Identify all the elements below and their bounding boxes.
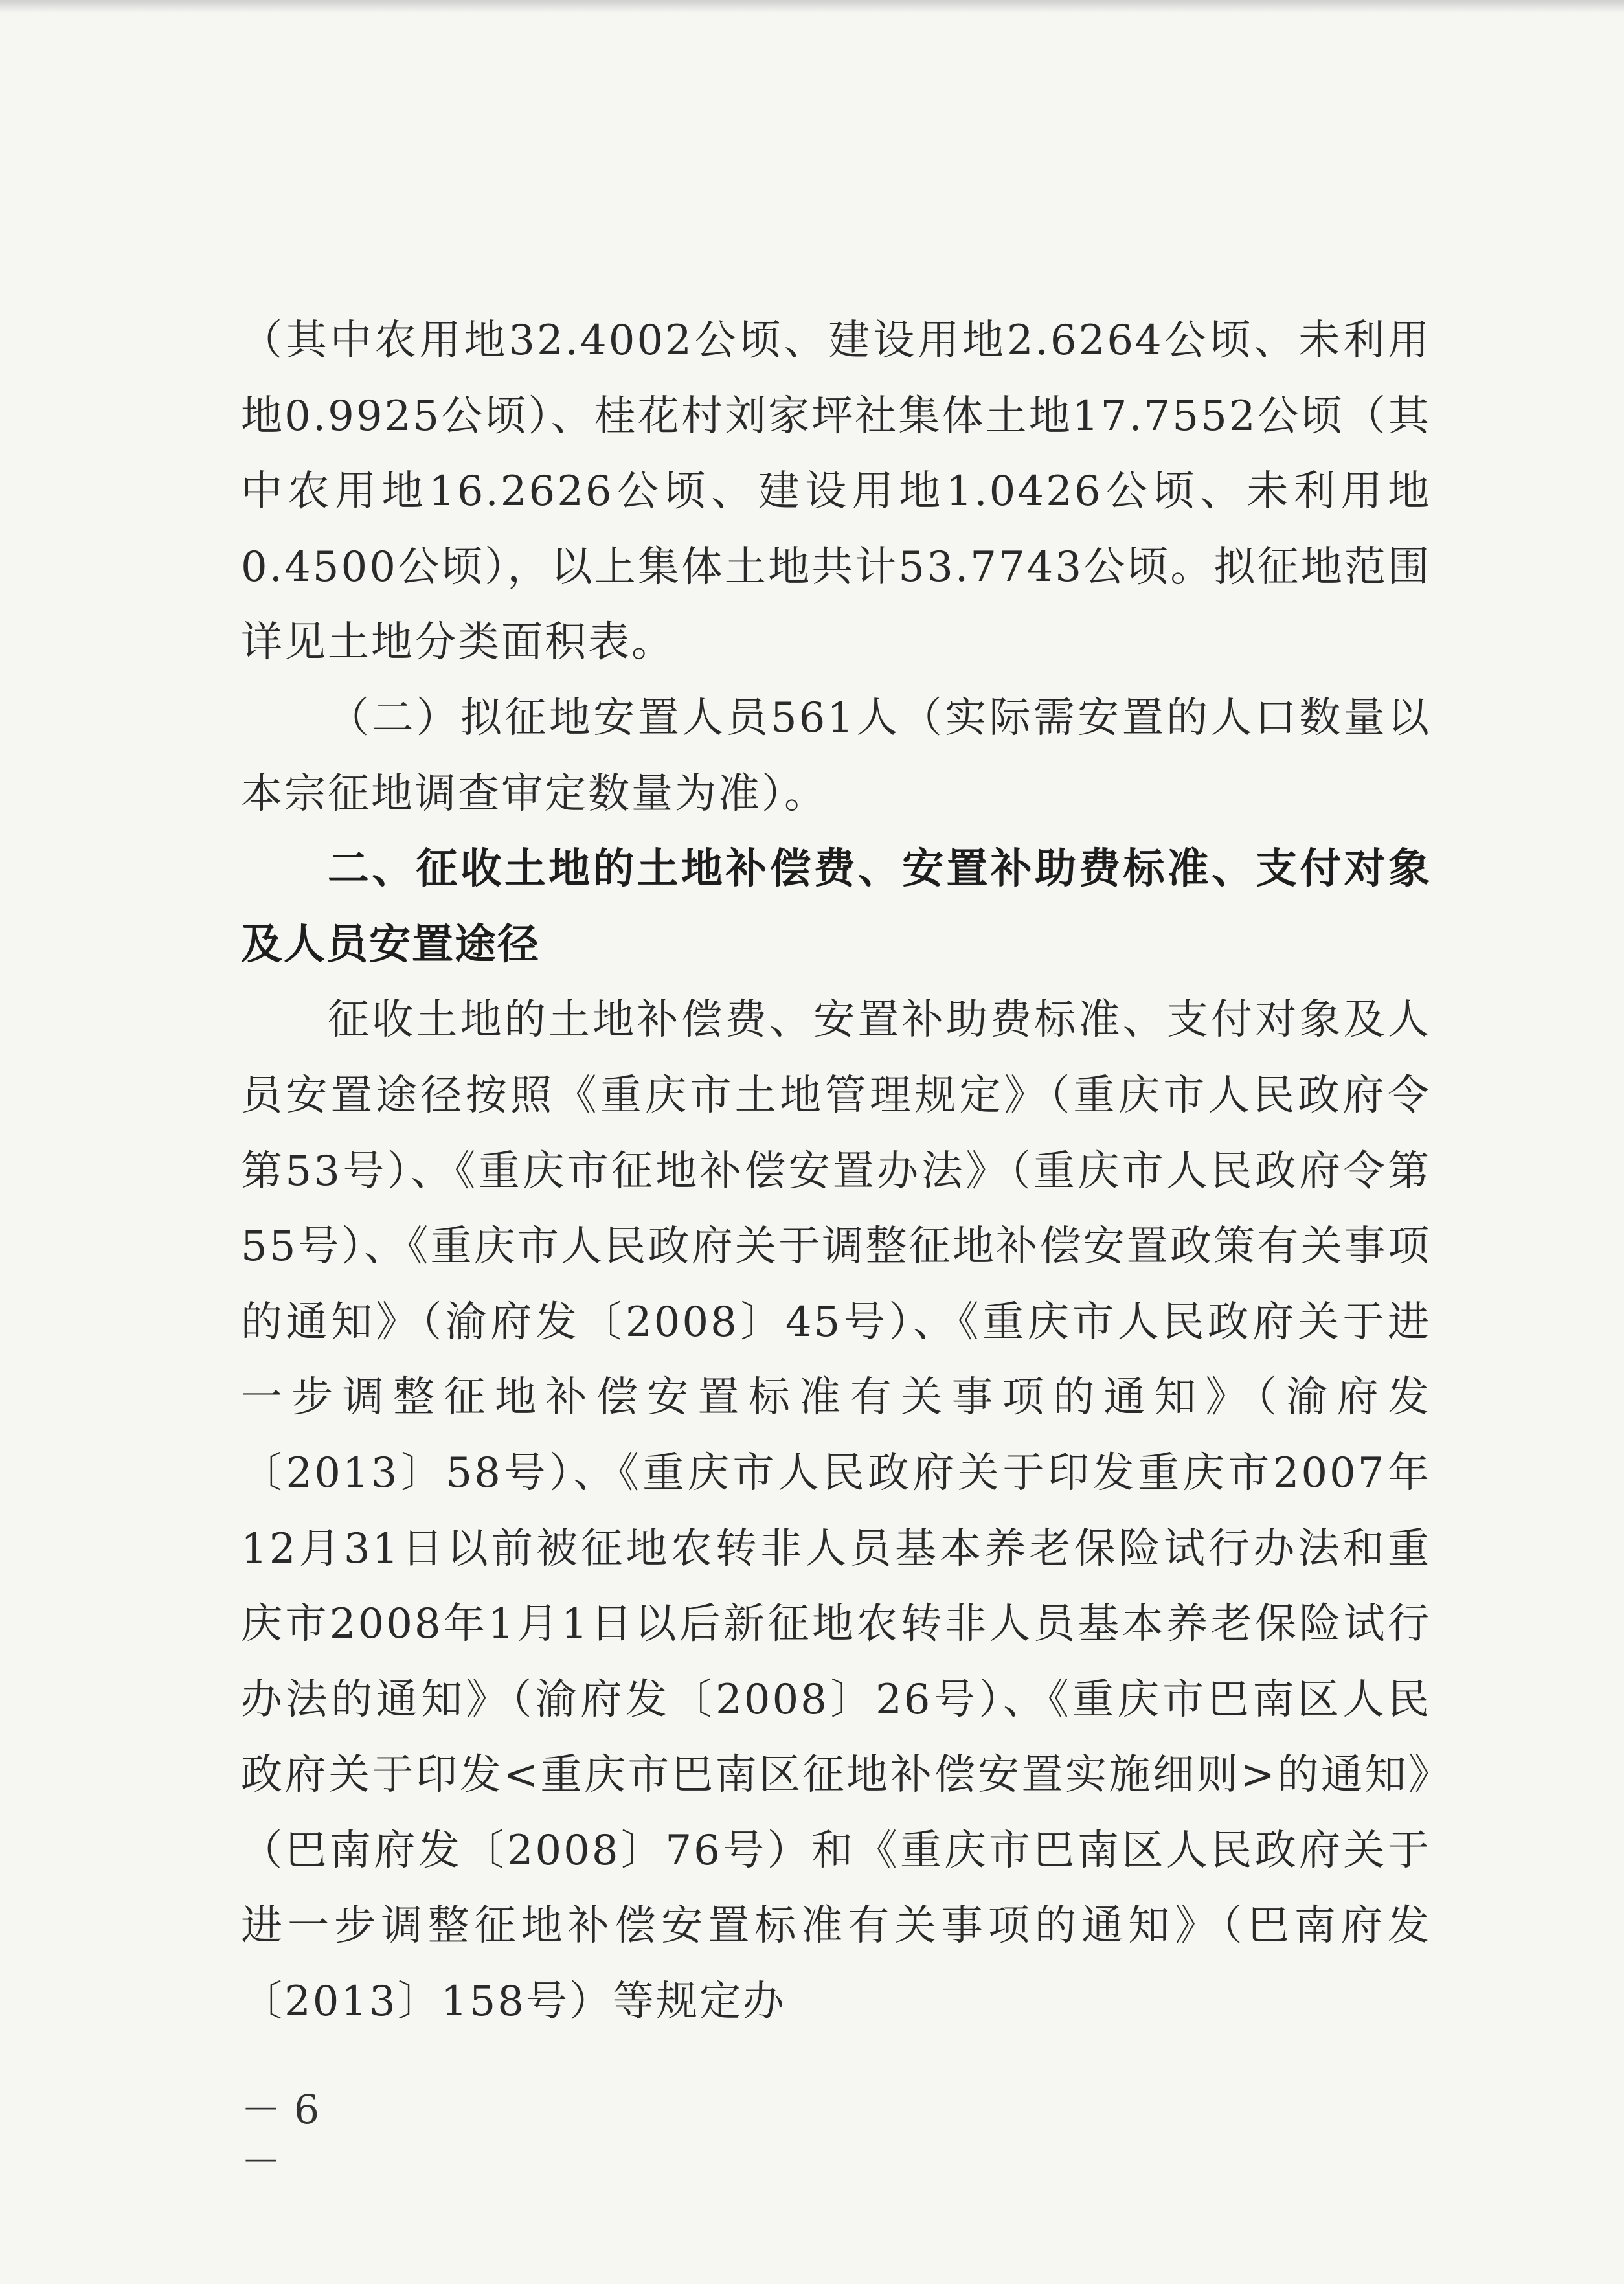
paragraph-land-area: （其中农用地32.4002公顷、建设用地2.6264公顷、未利用地0.9925公顷）、桂花村刘家坪社集体土地17.7552公顷（其中农用地16.2626公顷、建设用地1.0426公顷、未利用地0.4500公顷），以上集体土地共计53.7743公顷。拟征地范围详见土地分类面积表。	[241, 317, 1431, 667]
section-heading: 二、征收土地的土地补偿费、安置补助费标准、支付对象及人员安置途径	[241, 845, 1431, 969]
paragraph-compensation-basis: 征收土地的土地补偿费、安置补助费标准、支付对象及人员安置途径按照《重庆市土地管理规定》（重庆市人民政府令第53号）、《重庆市征地补偿安置办法》（重庆市人民政府令第55号）、《重庆市人民政府关于调整征地补偿安置政策有关事项的通知》（渝府发〔2008〕45号）、《重庆市人民政府关于进一步调整征地补偿安置标准有关事项的通知》（渝府发〔2013〕58号）、《重庆市人民政府关于印发重庆市2007年12月31日以前被征地农转非人员基本养老保险试行办法和重庆市2008年1月1日以后新征地农转非人员基本养老保险试行办法的通知》（渝府发〔2008〕26号）、《重庆市巴南区人民政府关于印发<重庆市巴南区征地补偿安置实施细则>的通知》（巴南府发〔2008〕76号）和《重庆市巴南区人民政府关于进一步调整征地补偿安置标准有关事项的通知》（巴南府发〔2013〕158号）等规定办	[241, 996, 1431, 2026]
page-number: － 6 －	[241, 2086, 320, 2185]
scan-edge	[0, 0, 1624, 13]
document-body	[241, 303, 1431, 2040]
paragraph-resettlement-persons: （二）拟征地安置人员561人（实际需安置的人口数量以本宗征地调查审定数量为准）。	[241, 694, 1431, 818]
